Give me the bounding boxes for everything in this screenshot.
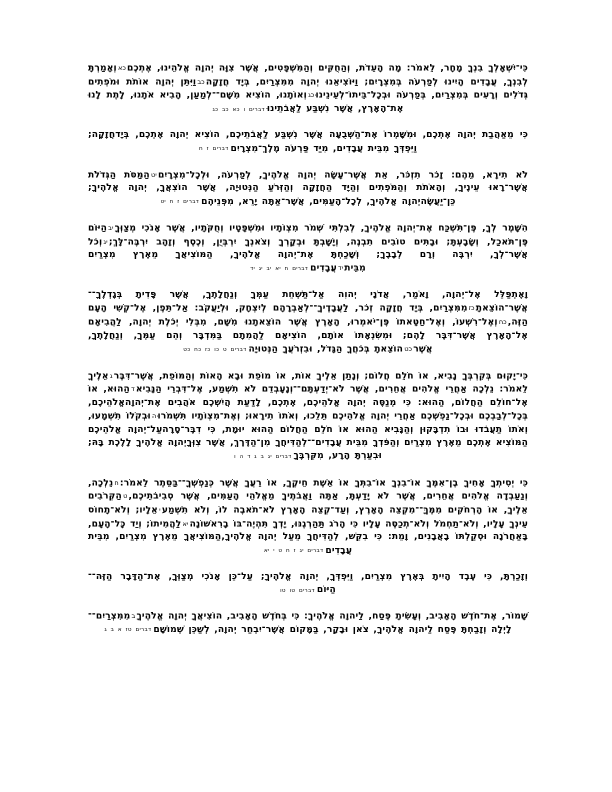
paragraph-text: וְכֹל אֲשֶׁר־לְךָ, יִרְבֶּה וְרָם לְבָבֶךָ; וְשָׁכַחְתָּ אֶת־יְהוָה אֱלֹהֶיךָ, הַמּוֹצִיאֲךָ מֵאֶרֶץ מִצְרַיִם מִבֵּית [88, 237, 528, 274]
paragraph-text: וְזָכַרְתָּ, כִּי עֶבֶד הָיִיתָ בְּאֶרֶץ מִצְרַיִם, וַיִּפְדְּךָ, יְהוָה אֱלֹהֶיךָ; עַל־כֵּן אָנֹכִי מְצַוְּךָ, אֶת־הַדָּבָר הַזֶּה־־ [88, 571, 528, 582]
paragraph-text: אֵלֶיךָ לֵאמֹר: נֵלְכָה אַחֲרֵי אֱלֹהִים אֲחֵרִים, אֲשֶׁר לֹא־יְדַעְתָּם־־וְנָעָבְדֵם לֹא תִשְׁמַע, אֶל־דִּבְרֵי הַנָּבִיא [88, 371, 529, 395]
verse-number: יא [182, 519, 189, 528]
verse-number: ח [114, 478, 119, 487]
source-citation: דברים טז א ב ג [104, 627, 152, 634]
verse-number: כז [468, 304, 475, 313]
source-citation: דברים יג ז ח ט י יא [263, 548, 324, 555]
paragraph-text: נֵלְכָה, וְנַעַבְדָה אֱלֹהִים אֲחֵרִים, אֲשֶׁר לֹא יָדַעְתָּ, אַתָּה וַאֲבֹתֶיךָ מֵאֱלֹהֵי הָעַמִּים, אֲשֶׁר סְבִיבֹתֵיכֶם, [88, 478, 528, 502]
verse-number: יט [151, 170, 157, 179]
source-citation: דברים ח יא יב יג יד [250, 266, 309, 273]
paragraph-text: עֲבָדִים [310, 263, 337, 274]
paragraph [88, 62, 528, 117]
source-citation: דברים ז ח יט [160, 199, 200, 206]
paragraph-text: לֹא תִירָא, מֵהֶם: זָכֹר תִזְכֹּר, אֵת אֲשֶׁר־עָשָׂה יְהוָה אֱלֹהֶיךָ, לְפַרְעֹה, וּלְכָל־מִצְרָיִם [157, 170, 528, 181]
paragraph-text: שָׁמוֹר, אֶת־חֹדֶשׁ הָאָבִיב, וְעָשִׂיתָ פֶּסַח, לַיהוָה אֱלֹהֶיךָ: כִּי בְּחֹדֶשׁ הָאָבִיב, הוֹצִיאֲךָ יְהוָה אֱלֹהֶיךָ [136, 611, 528, 622]
paragraph-text: הִשָּׁמֶר לְךָ, פֶּן־תִּשְׁכַּח אֶת־יְהוָה אֱלֹהֶיךָ, לְבִלְתִּי שְׁמֹר מִצְוֹתָיו וּמִשְׁפָּטָיו וְחֻקֹּתָיו, אֲשֶׁר אָנֹכִי מְצַוְּךָ [114, 223, 528, 234]
paragraph-text: יְהוָה אֱלֹהֶיךָ, לְכָל־הָעַמִּים, אֲשֶׁר־אַתָּה יָרֵא, מִפְּנֵיהֶם [201, 196, 421, 207]
verse-number: כח [498, 318, 507, 327]
paragraph-text: וְאוֹתָנוּ, הוֹצִיא מִשָּׁם־־לְמַעַן, הָבִיא אֹתָנוּ, לָתֶת לָנוּ אֶת־הָאָרֶץ, אֲשֶׁר נִשְׁבַּע לַאֲבֹתֵינוּ [88, 90, 404, 115]
paragraph-text: שָׁם [153, 624, 167, 635]
verse-number: ד [131, 385, 135, 394]
paragraph-text: אֵלָיו; וְלֹא־תָחוֹס עֵינְךָ עָלָיו, וְלֹא־תַחְמֹל וְלֹא־תְכַסֶּה עָלָיו כִּי הָרֹג תַּהַרְגֶנּוּ, יָדְךָ תִּהְיֶה־בּוֹ בָרִאשׁוֹנָה [88, 505, 528, 530]
paragraph [88, 289, 528, 357]
paragraph [88, 129, 528, 156]
source-citation: דברים יג ב ג ד ה ו [234, 453, 292, 460]
paragraph-text: וָאֶתְפַּלֵּל אֶל־יְהוָה, וָאֹמַר, אֲדֹנָי יְהוִה אַל־תַּשְׁחֵת עַמְּךָ וְנַחֲלָתֶךָ, אֲשֶׁר פָּדִיתָ בְּגָדְלֶךָ־־אֲשֶׁר־הוֹצֵאתָ [88, 290, 528, 314]
paragraph-text: הַמּוֹצִיאֲךָ מֵאֶרֶץ מִצְרַיִם, מִבֵּית עֲבָדִים [88, 532, 353, 556]
source-citation: דברים ז ח [199, 146, 229, 153]
source-citation: דברים ט כו כז כח כט [183, 346, 247, 353]
paragraph-text: כִּי יְסִיתְךָ אָחִיךָ בֶן־אִמֶּךָ אוֹ־בִנְךָ אוֹ־בִתְּךָ אוֹ אֵשֶׁת חֵיקֶךָ, אוֹ רֵעֲךָ אֲשֶׁר כְּנַפְשְׁךָ־־בַּסֵּתֶר לֵאמֹר: [119, 478, 528, 489]
verse-number: ט [123, 492, 128, 501]
paragraph [88, 610, 528, 637]
paragraph-text: וְאָמַרְתָּ לְבִנְךָ, עֲבָדִים הָיִינוּ לְפַרְעֹה בְּמִצְרָיִם; וַיּוֹצִיאֵנוּ יְהוָה מִמִּצְרַיִם, בְּיָד חֲזָקָה [88, 63, 528, 88]
verse-number: ה [152, 412, 157, 421]
verse-number: יב [108, 223, 114, 232]
paragraph-text: חֲזָקָה; וַיִּפְדְּךָ מִבֵּית עֲבָדִים, מִיַּד פַּרְעֹה מֶלֶךְ־מִצְרָיִם [88, 130, 417, 154]
paragraph-text: כִּי־יִשְׁאָלְךָ בִנְךָ מָחָר, לֵאמֹר: מָה הָעֵדֹת, וְהַחֻקִּים וְהַמִּשְׁפָּטִים, אֲשֶׁר צִוָּה יְהוָה אֱלֹהֵינוּ, אֶתְכֶם [127, 63, 528, 74]
paragraph-text: הַיּוֹם [316, 585, 336, 595]
text-column [88, 62, 528, 638]
verse-number: כב [197, 77, 205, 86]
verse-number: כג [308, 91, 315, 100]
paragraph [88, 571, 528, 598]
paragraph-text: עַל־יְהוָה אֱלֹהֵיכֶם הַמּוֹצִיא אֶתְכֶם מֵאֶרֶץ מִצְרַיִם וְהַפֹּדְךָ מִבֵּית עֲבָדִים־־לְהַדִּיחֲךָ מִן־הַדֶּרֶךְ, אֲשֶׁר צִוְּךָ [88, 424, 529, 449]
paragraph-text: הָאָרֶץ אֲשֶׁר־דִּבֶּר לָהֶם; וּמִשִּׂנְאָתוֹ אוֹתָם, הוֹצִיאָם לַהֲמִתָם בַּמִּדְבָּר וְהֵם עַמְּךָ, וְנַחֲלָתֶךָ, אֲשֶׁר [88, 330, 512, 355]
paragraph-text: הַקְּרֹבִים אֵלֶיךָ, אוֹ הָרְחֹקִים מִמֶּךָּ־־מִקְצֵה הָאָרֶץ, וְעַד־קְצֵה הָאָרֶץ לֹא־תֹאבֶה לוֹ, וְלֹא תִשְׁמַע [88, 491, 528, 516]
paragraph [88, 169, 528, 210]
paragraph-text: וְאֶל־רִשְׁעוֹ, וְאֶל־חַטָּאתוֹ פֶּן־יֹאמְרוּ, הָאָרֶץ אֲשֶׁר הוֹצֵאתָנוּ מִשָּׁם, מִבְּלִי יְכֹלֶת יְהוָה, לַהֲבִיאָם אֶל־ [88, 317, 528, 341]
paragraph-text: וּבְקֹלוֹ תִשְׁמָעוּ, וְאֹתוֹ תַעֲבֹדוּ וּבוֹ תִדְבָּקוּן וְהַנָּבִיא הַהוּא אוֹ חֹלֵם הַחֲלוֹם הַהוּא יוּמָת, כִּי דִבֶּר־סָרָה [88, 411, 528, 435]
verse-number: יד [338, 264, 344, 273]
paragraph-text: כִּי מֵאַהֲבַת יְהוָה אֶתְכֶם, וּמִשָּׁמְרוֹ אֶת־הַשְּׁבֻעָה אֲשֶׁר נִשְׁבַּע לַאֲבֹתֵיכֶם, הוֹצִיא יְהוָה אֶתְכֶם, בְּיָד [115, 130, 528, 141]
verse-number: כט [404, 344, 413, 353]
paragraph [88, 370, 528, 464]
paragraph-text: הַיּוֹם פֶּן־תֹּאכַל, וְשָׂבָעְתָּ; וּבָתִּים טוֹבִים תִבְנֶה, וְיָשָׁבְתָּ וּבְקָרְךָ וְצֹאנְךָ יִרְבְּיֻן, וְכֶסֶף וְזָהָב יִרְבֶּה־לָּךְ; [88, 223, 528, 248]
paragraph-text: מִמִּצְרַיִם־־לָיְלָה וְזָבַחְתָּ פֶּסַח לַיהוָה אֱלֹהֶיךָ, צֹאן וּבָקָר, בַּמָּקוֹם אֲשֶׁר־יִבְחַר יְהוָה, לְשַׁכֵּן שְׁמוֹ [88, 611, 512, 635]
paragraph-text: הוֹצֵאתָ בְּכֹחֲךָ הַגָּדֹל, וּבִזְרֹעֲךָ הַנְּטוּיָה [248, 344, 404, 355]
verse-number: יג [103, 237, 108, 246]
paragraph-text: יְהוָה אֱלֹהֶיךָ לָלֶכֶת בָּהּ; וּבִעַרְתָּ הָרָע, מִקִּרְבֶּךָ [88, 438, 382, 462]
verse-number: ב [131, 612, 136, 621]
paragraph-text: הַהוּא, אוֹ אֶל־חוֹלֵם הַחֲלוֹם, הַהוּא: כִּי מְנַסֶּה יְהוָה אֱלֹהֵיכֶם, אֶתְכֶם, לָדַעַת הֲיִשְׁכֶם אֹהֲבִים אֶת־יְהוָה [88, 384, 528, 409]
paragraph-text: מִמִּצְרַיִם, בְּיָד חֲזָקָה זְכֹר, לַעֲבָדֶיךָ־־לְאַבְרָהָם לְיִצְחָק, וּלְיַעֲקֹב: אַל־תֵּפֶן, אֶל־קְשִׁי הָעָם הַזֶּה, [88, 303, 528, 328]
paragraph [88, 477, 528, 559]
paragraph-text: וַיִּתֵּן יְהוָה אוֹתֹת וּמֹפְתִים גְּדֹלִים וְרָעִים בְּמִצְרַיִם, בְּפַרְעֹה וּבְכָל־בֵּיתוֹ־לְעֵינֵינוּ [88, 77, 528, 101]
paragraph [88, 222, 528, 277]
verse-number: ג [109, 371, 113, 380]
source-citation: דברים ו כא כב כג [212, 106, 265, 113]
verse-number: כא [117, 64, 126, 72]
source-citation: דברים טו טו [280, 587, 315, 594]
paragraph-text: כִּי־יָקוּם בְּקִרְבְּךָ נָבִיא, אוֹ חֹלֵם חֲלוֹם; וְנָתַן אֵלֶיךָ אוֹת, אוֹ מוֹפֵת וּבָא הָאוֹת וְהַמּוֹפֵת, אֲשֶׁר־דִּבֶּר [113, 371, 528, 382]
paragraph-text: אֱלֹהֵיכֶם, בְּכָל־לְבַבְכֶם וּבְכָל־נַפְשְׁכֶם אַחֲרֵי יְהוָה אֱלֹהֵיכֶם תֵּלֵכוּ, וְאֹתוֹ תִירָאוּ; וְאֶת־מִצְוֹתָיו תִּשְׁמֹרוּ [88, 398, 528, 422]
verse-number: י [159, 505, 161, 514]
paragraph-text: הַמַּסֹּת הַגְּדֹלֹת אֲשֶׁר־רָאוּ עֵינֶיךָ, וְהָאֹתֹת וְהַמֹּפְתִים וְהַיָּד הַחֲזָקָה וְהַזְּרֹעַ הַנְּטוּיָה, אֲשֶׁר הוֹצִאֲךָ, יְהוָה אֱלֹהֶיךָ; כֵּן־יַעֲשֶׂה [88, 170, 528, 207]
paragraph-text: לַהֲמִיתוֹ; וְיַד כָּל־הָעָם, בָּאַחֲרֹנָה וּסְקַלְתּוֹ בָאֲבָנִים, וָמֵת: כִּי בִקֵּשׁ, לְהַדִּיחֲךָ מֵעַל יְהוָה אֱלֹהֶיךָ, [88, 519, 528, 543]
